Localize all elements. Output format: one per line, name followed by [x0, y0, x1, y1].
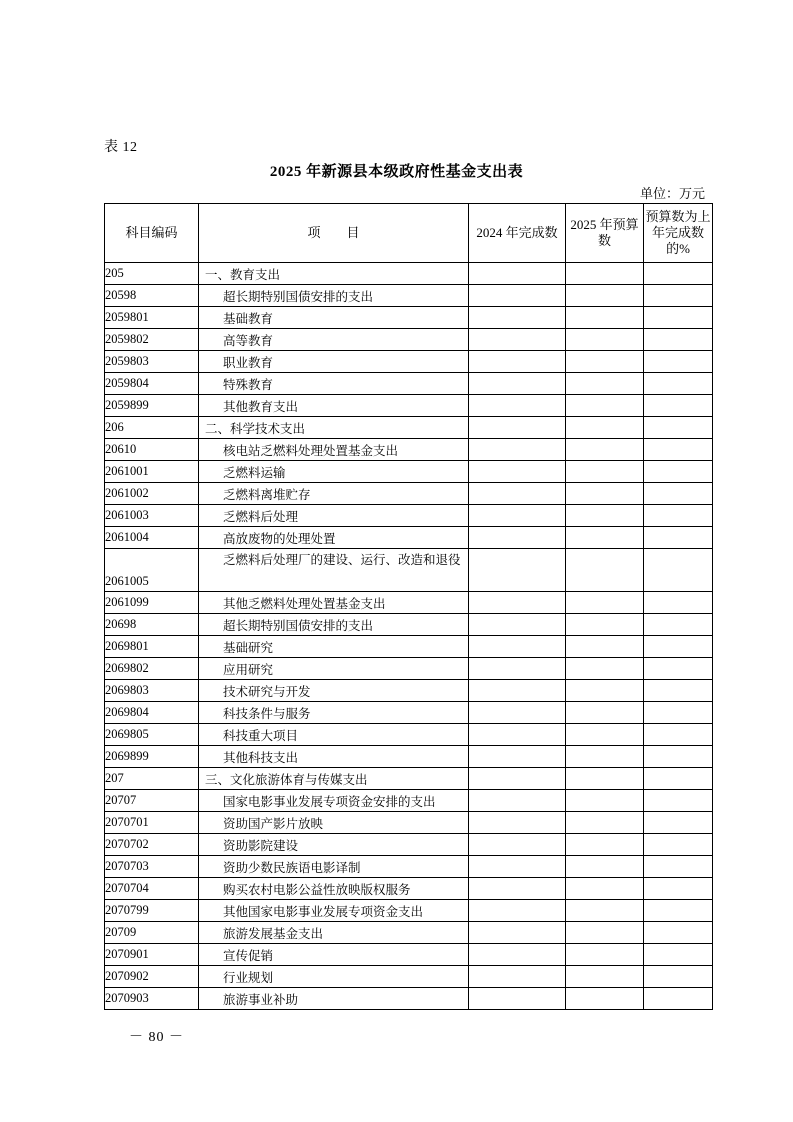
cell-code: 205 [105, 263, 199, 285]
cell-code: 2070702 [105, 834, 199, 856]
cell-2025-budget [566, 790, 644, 812]
cell-code: 2070902 [105, 966, 199, 988]
cell-item-label: 一、教育支出 [205, 267, 281, 282]
page-number [0, 1026, 793, 1046]
table-row [105, 988, 713, 1010]
cell-item [199, 746, 469, 768]
column-header-percent: 预算数为上年完成数的% [644, 204, 713, 263]
cell-percent [644, 856, 713, 878]
cell-item-label: 乏燃料后处理厂的建设、运行、改造和退役 [223, 553, 461, 567]
table-header-row [105, 204, 713, 263]
table-label: 表 12 [104, 140, 138, 155]
cell-item-label: 二、科学技术支出 [205, 421, 306, 436]
cell-item-label: 超长期特别国债安排的支出 [223, 618, 374, 633]
cell-code: 2070903 [105, 988, 199, 1010]
cell-code: 2061005 [105, 549, 199, 592]
cell-item-label: 资助国产影片放映 [223, 816, 324, 831]
column-header-2024: 2024 年完成数 [469, 204, 566, 263]
cell-item [199, 592, 469, 614]
cell-2024-actual [469, 505, 566, 527]
cell-item [199, 966, 469, 988]
cell-percent [644, 746, 713, 768]
cell-2024-actual [469, 439, 566, 461]
cell-item [199, 702, 469, 724]
cell-percent [644, 461, 713, 483]
cell-item-label: 高等教育 [223, 333, 274, 348]
table-row [105, 746, 713, 768]
cell-percent [644, 417, 713, 439]
cell-percent [644, 702, 713, 724]
cell-percent [644, 922, 713, 944]
cell-2025-budget [566, 900, 644, 922]
table-row [105, 505, 713, 527]
cell-percent [644, 483, 713, 505]
cell-item-label: 其他国家电影事业发展专项资金支出 [223, 904, 424, 919]
cell-2025-budget [566, 549, 644, 592]
unit-label: 单位：万元 [639, 186, 705, 201]
cell-2025-budget [566, 636, 644, 658]
cell-2024-actual [469, 944, 566, 966]
cell-item-label: 特殊教育 [223, 377, 274, 392]
cell-2024-actual [469, 307, 566, 329]
table-row [105, 636, 713, 658]
cell-percent [644, 944, 713, 966]
table-body [105, 263, 713, 1010]
page-number-text: － 80 － [129, 1030, 184, 1045]
cell-2024-actual [469, 724, 566, 746]
cell-item-label: 资助少数民族语电影译制 [223, 860, 361, 875]
cell-percent [644, 351, 713, 373]
cell-percent [644, 307, 713, 329]
cell-item [199, 658, 469, 680]
cell-item-label: 购买农村电影公益性放映版权服务 [223, 882, 411, 897]
cell-item [199, 263, 469, 285]
cell-item-label: 乏燃料离堆贮存 [223, 487, 311, 502]
table-row [105, 878, 713, 900]
cell-code: 2059802 [105, 329, 199, 351]
table-row [105, 922, 713, 944]
cell-2024-actual [469, 592, 566, 614]
table-row [105, 724, 713, 746]
cell-item-label: 其他科技支出 [223, 750, 299, 765]
cell-code: 2070799 [105, 900, 199, 922]
cell-2025-budget [566, 527, 644, 549]
cell-2024-actual [469, 461, 566, 483]
cell-2025-budget [566, 483, 644, 505]
cell-item [199, 614, 469, 636]
cell-item [199, 878, 469, 900]
cell-item-label: 乏燃料后处理 [223, 509, 299, 524]
table-row [105, 614, 713, 636]
column-header-code: 科目编码 [105, 204, 199, 263]
cell-code: 20707 [105, 790, 199, 812]
cell-2024-actual [469, 702, 566, 724]
cell-2025-budget [566, 944, 644, 966]
cell-percent [644, 592, 713, 614]
cell-item [199, 439, 469, 461]
cell-2024-actual [469, 812, 566, 834]
cell-code: 2061099 [105, 592, 199, 614]
cell-2025-budget [566, 768, 644, 790]
cell-item-label: 旅游发展基金支出 [223, 926, 324, 941]
cell-2025-budget [566, 856, 644, 878]
cell-2024-actual [469, 746, 566, 768]
column-header-item: 项 目 [199, 204, 469, 263]
cell-code: 2069801 [105, 636, 199, 658]
cell-2024-actual [469, 834, 566, 856]
cell-code: 20698 [105, 614, 199, 636]
cell-2025-budget [566, 417, 644, 439]
cell-code: 2069805 [105, 724, 199, 746]
cell-percent [644, 439, 713, 461]
cell-item-label: 技术研究与开发 [223, 684, 311, 699]
cell-2024-actual [469, 417, 566, 439]
table-row [105, 461, 713, 483]
cell-percent [644, 900, 713, 922]
cell-2025-budget [566, 505, 644, 527]
cell-2024-actual [469, 922, 566, 944]
cell-item [199, 922, 469, 944]
cell-item-label: 乏燃料运输 [223, 465, 286, 480]
cell-code: 2059801 [105, 307, 199, 329]
table-row [105, 900, 713, 922]
cell-percent [644, 285, 713, 307]
cell-percent [644, 636, 713, 658]
cell-2025-budget [566, 702, 644, 724]
cell-item [199, 834, 469, 856]
cell-item-label: 核电站乏燃料处理处置基金支出 [223, 443, 399, 458]
table-row [105, 592, 713, 614]
cell-item-label: 职业教育 [223, 355, 274, 370]
cell-item [199, 351, 469, 373]
table-row [105, 285, 713, 307]
cell-2025-budget [566, 263, 644, 285]
cell-item-label: 高放废物的处理处置 [223, 531, 336, 546]
cell-code: 2070703 [105, 856, 199, 878]
cell-item-label: 旅游事业补助 [223, 992, 299, 1007]
cell-percent [644, 812, 713, 834]
cell-2025-budget [566, 592, 644, 614]
cell-2025-budget [566, 461, 644, 483]
cell-2025-budget [566, 329, 644, 351]
cell-2025-budget [566, 658, 644, 680]
cell-2024-actual [469, 329, 566, 351]
cell-2024-actual [469, 966, 566, 988]
cell-code: 2059803 [105, 351, 199, 373]
cell-percent [644, 768, 713, 790]
cell-2024-actual [469, 483, 566, 505]
table-row [105, 658, 713, 680]
cell-item-label: 其他乏燃料处理处置基金支出 [223, 596, 386, 611]
cell-2024-actual [469, 263, 566, 285]
table-row [105, 351, 713, 373]
cell-percent [644, 988, 713, 1010]
cell-2025-budget [566, 724, 644, 746]
cell-item-label: 应用研究 [223, 662, 274, 677]
cell-code: 2070704 [105, 878, 199, 900]
cell-item-label: 行业规划 [223, 970, 274, 985]
cell-code: 2069899 [105, 746, 199, 768]
cell-2025-budget [566, 307, 644, 329]
cell-code: 20610 [105, 439, 199, 461]
cell-percent [644, 505, 713, 527]
cell-2025-budget [566, 966, 644, 988]
cell-code: 2059899 [105, 395, 199, 417]
table-row [105, 307, 713, 329]
table-row [105, 549, 713, 592]
cell-item-label: 基础教育 [223, 311, 274, 326]
cell-item [199, 285, 469, 307]
cell-2024-actual [469, 527, 566, 549]
cell-2025-budget [566, 812, 644, 834]
cell-percent [644, 549, 713, 592]
cell-percent [644, 878, 713, 900]
cell-code: 206 [105, 417, 199, 439]
cell-2025-budget [566, 922, 644, 944]
cell-item-label: 宣传促销 [223, 948, 274, 963]
cell-code: 2069804 [105, 702, 199, 724]
cell-item [199, 680, 469, 702]
cell-2025-budget [566, 351, 644, 373]
cell-item [199, 527, 469, 549]
cell-2024-actual [469, 878, 566, 900]
cell-item [199, 373, 469, 395]
cell-code: 2069802 [105, 658, 199, 680]
cell-2024-actual [469, 549, 566, 592]
cell-item [199, 461, 469, 483]
cell-percent [644, 790, 713, 812]
cell-2024-actual [469, 373, 566, 395]
cell-item-label: 科技重大项目 [223, 728, 299, 743]
cell-percent [644, 527, 713, 549]
cell-2024-actual [469, 658, 566, 680]
cell-percent [644, 724, 713, 746]
cell-percent [644, 614, 713, 636]
cell-item [199, 768, 469, 790]
cell-percent [644, 680, 713, 702]
table-row [105, 812, 713, 834]
cell-2025-budget [566, 439, 644, 461]
cell-item-label: 三、文化旅游体育与传媒支出 [205, 772, 368, 787]
cell-code: 20709 [105, 922, 199, 944]
cell-percent [644, 658, 713, 680]
page-title: 2025 年新源县本级政府性基金支出表 [269, 164, 524, 180]
cell-item [199, 483, 469, 505]
budget-table [104, 203, 713, 1010]
cell-2025-budget [566, 285, 644, 307]
cell-2025-budget [566, 988, 644, 1010]
cell-2024-actual [469, 285, 566, 307]
cell-item [199, 417, 469, 439]
table-row [105, 483, 713, 505]
table-row [105, 263, 713, 285]
cell-item [199, 900, 469, 922]
table-row [105, 768, 713, 790]
cell-2025-budget [566, 395, 644, 417]
table-row [105, 373, 713, 395]
cell-item [199, 944, 469, 966]
table-row [105, 395, 713, 417]
table-row [105, 439, 713, 461]
cell-2025-budget [566, 746, 644, 768]
cell-item [199, 329, 469, 351]
cell-2024-actual [469, 614, 566, 636]
cell-item [199, 395, 469, 417]
cell-item [199, 856, 469, 878]
cell-code: 207 [105, 768, 199, 790]
cell-percent [644, 966, 713, 988]
cell-2024-actual [469, 768, 566, 790]
cell-percent [644, 834, 713, 856]
cell-2024-actual [469, 790, 566, 812]
cell-2025-budget [566, 834, 644, 856]
cell-2024-actual [469, 988, 566, 1010]
cell-2024-actual [469, 900, 566, 922]
cell-item-label: 超长期特别国债安排的支出 [223, 289, 374, 304]
cell-item [199, 812, 469, 834]
cell-item [199, 307, 469, 329]
cell-code: 2070701 [105, 812, 199, 834]
cell-item [199, 549, 469, 592]
cell-2024-actual [469, 351, 566, 373]
table-row [105, 680, 713, 702]
cell-item [199, 724, 469, 746]
cell-code: 2061001 [105, 461, 199, 483]
cell-code: 2061003 [105, 505, 199, 527]
cell-item-label: 其他教育支出 [223, 399, 299, 414]
cell-item-label: 国家电影事业发展专项资金安排的支出 [223, 794, 436, 809]
cell-code: 2070901 [105, 944, 199, 966]
cell-item [199, 636, 469, 658]
cell-2025-budget [566, 373, 644, 395]
table-row [105, 329, 713, 351]
cell-2025-budget [566, 680, 644, 702]
cell-code: 20598 [105, 285, 199, 307]
cell-item [199, 790, 469, 812]
table-row [105, 834, 713, 856]
cell-code: 2059804 [105, 373, 199, 395]
cell-item [199, 505, 469, 527]
table-row [105, 702, 713, 724]
cell-item-label: 科技条件与服务 [223, 706, 311, 721]
cell-percent [644, 395, 713, 417]
cell-code: 2069803 [105, 680, 199, 702]
cell-item-label: 资助影院建设 [223, 838, 299, 853]
cell-2024-actual [469, 680, 566, 702]
table-row [105, 944, 713, 966]
column-header-2025: 2025 年预算数 [566, 204, 644, 263]
cell-2025-budget [566, 614, 644, 636]
cell-percent [644, 373, 713, 395]
cell-percent [644, 263, 713, 285]
cell-item-label: 基础研究 [223, 640, 274, 655]
table-row [105, 790, 713, 812]
cell-code: 2061004 [105, 527, 199, 549]
cell-code: 2061002 [105, 483, 199, 505]
cell-2024-actual [469, 395, 566, 417]
table-row [105, 856, 713, 878]
table-row [105, 966, 713, 988]
table-row [105, 527, 713, 549]
cell-percent [644, 329, 713, 351]
cell-item [199, 988, 469, 1010]
cell-2025-budget [566, 878, 644, 900]
table-row [105, 417, 713, 439]
cell-2024-actual [469, 856, 566, 878]
cell-2024-actual [469, 636, 566, 658]
